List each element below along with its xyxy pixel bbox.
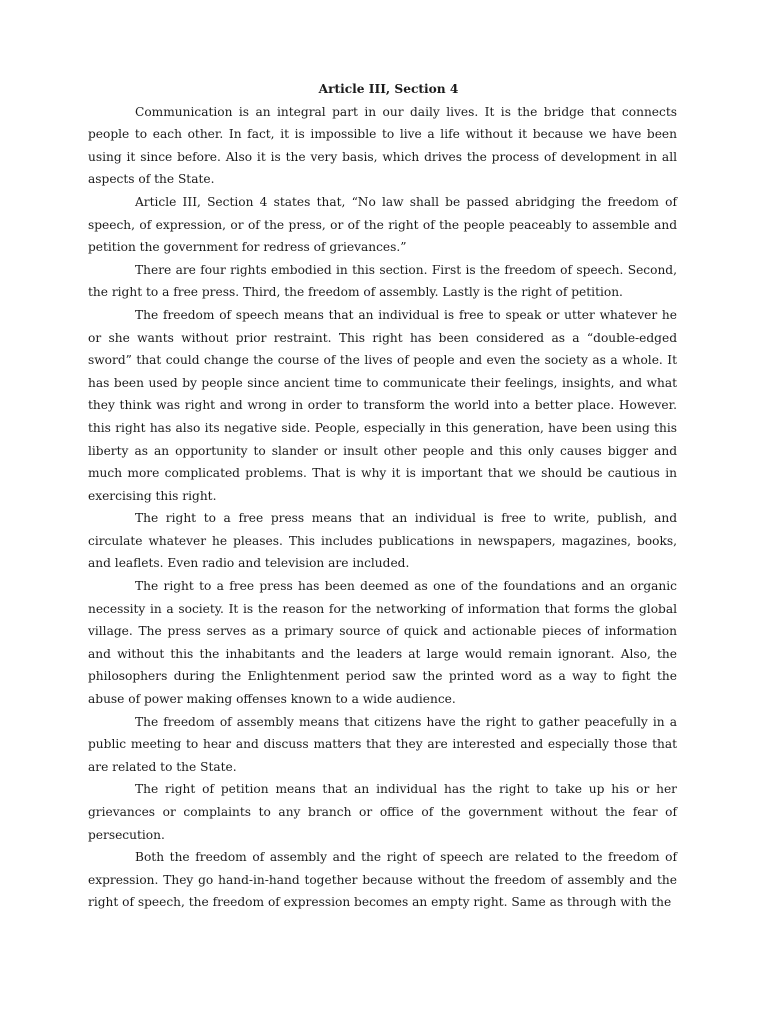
document-title: Article III, Section 4 [318, 82, 459, 96]
paragraph-freedom-of-expression: Both the freedom of assembly and the right of speech are related to the freedom of expression. They go hand-in-hand together because without the freedom of assembly and the right of speech, the freedom of expression becomes an empty right. Same as through with the [88, 850, 677, 910]
document-page [88, 78, 677, 914]
paragraph-freedom-of-speech: The freedom of speech means that an individual is free to speak or utter whatever he or she wants without prior restraint. This right has been considered as a “double-edged sword” that could change the course of the lives of people and even the society as a whole. It has been used by people since ancient time to communicate their feelings, insights, and what they think was right and wrong in order to transform the world into a better place. However. this right has also its negative side. People, especially in this generation, have been using this liberty as an opportunity to slander or insult other people and this only causes bigger and much more complicated problems. That is why it is important that we should be cautious in exercising this right. [88, 307, 677, 503]
paragraph-four-rights: There are four rights embodied in this section. First is the freedom of speech. Second, the right to a free press. Third, the freedom of assembly. Lastly is the right of petition. [88, 262, 677, 300]
paragraph-section-quote: Article III, Section 4 states that, “No law shall be passed abridging the freedom of speech, of expression, or of the press, or of the right of the people peaceably to assemble and petition the government for redress of grievances.” [88, 194, 677, 255]
paragraph-freedom-of-assembly: The freedom of assembly means that citizens have the right to gather peacefully in a public meeting to hear and discuss matters that they are interested and especially those that are related to the State. [88, 714, 677, 774]
paragraph-communication: Communication is an integral part in our daily lives. It is the bridge that connects people to each other. In fact, it is impossible to live a life without it because we have been using it since before. Also it is the very basis, which drives the process of development in all aspects of the State. [88, 104, 677, 187]
paragraph-right-of-petition: The right of petition means that an individual has the right to take up his or her grievances or complaints to any branch or office of the government without the fear of persecution. [88, 782, 677, 842]
paragraph-free-press-importance: The right to a free press has been deemed as one of the foundations and an organic necessity in a society. It is the reason for the networking of information that forms the global village. The press serves as a primary source of quick and actionable pieces of information and without this the inhabitants and the leaders at large would remain ignorant. Also, the philosophers during the Enlightenment period saw the printed word as a way to fight the abuse of power making offenses known to a wide audience. [88, 579, 677, 707]
paragraph-free-press-definition: The right to a free press means that an individual is free to write, publish, and circulate whatever he pleases. This includes publications in newspapers, magazines, books, and leaflets. Even radio and television are included. [88, 511, 677, 571]
